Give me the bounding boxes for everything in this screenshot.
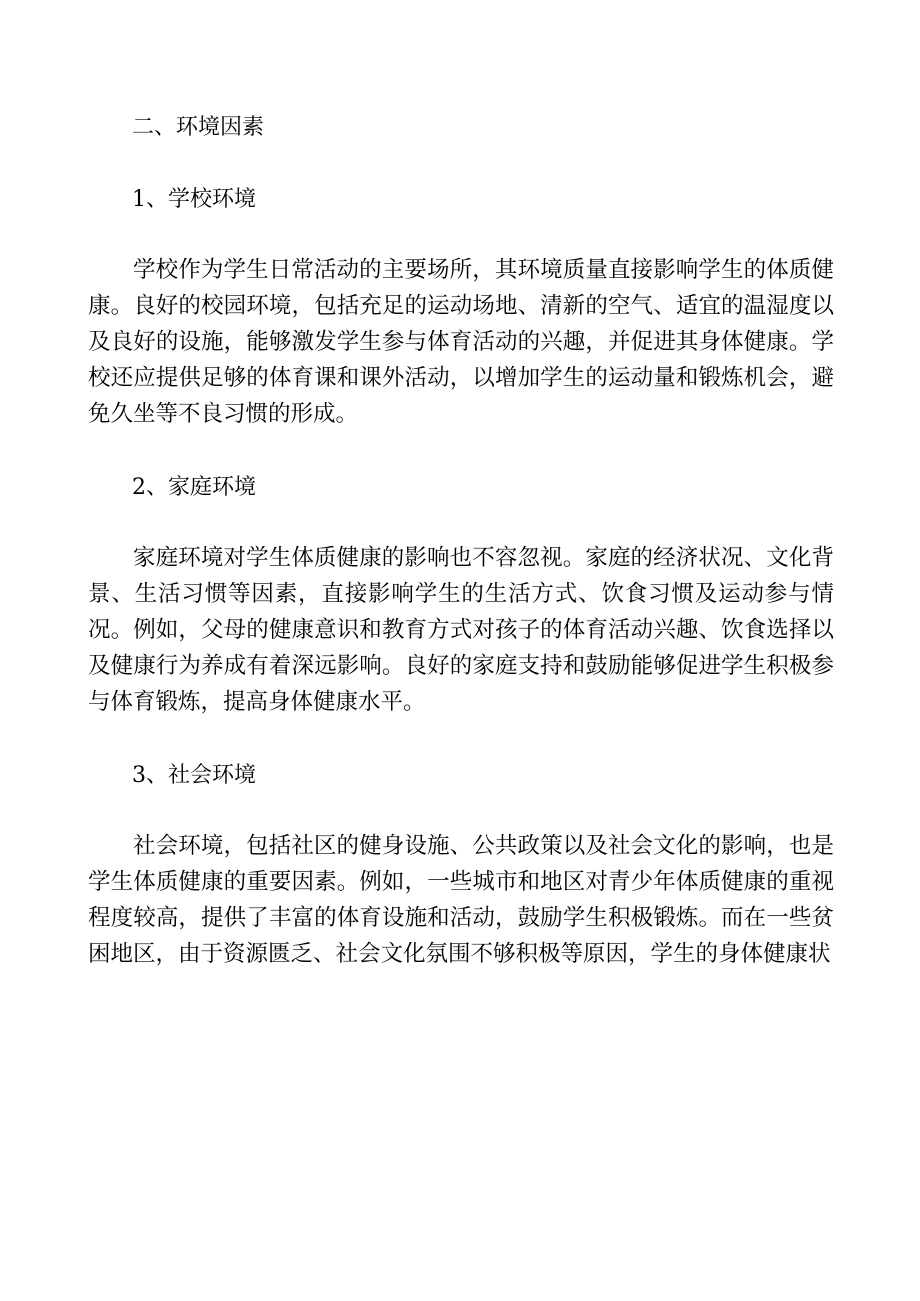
subsection-heading-family: 2、家庭环境	[132, 475, 256, 500]
document-body	[88, 108, 834, 972]
subsection-heading-society: 3、社会环境	[132, 763, 256, 788]
paragraph-school-environment: 学校作为学生日常活动的主要场所，其环境质量直接影响学生的体质健康。良好的校园环境，包括充足的运动场地、清新的空气、适宜的温湿度以及良好的设施，能够激发学生参与体育活动的兴趣，并促进其身体健康。学校还应提供足够的体育课和课外活动，以增加学生的运动量和锻炼机会，避免久坐等不良习惯的形成。	[88, 257, 834, 427]
paragraph-family-environment: 家庭环境对学生体质健康的影响也不容忽视。家庭的经济状况、文化背景、生活习惯等因素，直接影响学生的生活方式、饮食习惯及运动参与情况。例如，父母的健康意识和教育方式对孩子的体育活动兴趣、饮食选择以及健康行为养成有着深远影响。良好的家庭支持和鼓励能够促进学生积极参与体育锻炼，提高身体健康水平。	[88, 545, 834, 715]
subsection-heading-school: 1、学校环境	[132, 187, 256, 212]
section-title: 二、环境因素	[132, 115, 265, 140]
paragraph-social-environment: 社会环境，包括社区的健身设施、公共政策以及社会文化的影响，也是学生体质健康的重要因素。例如，一些城市和地区对青少年体质健康的重视程度较高，提供了丰富的体育设施和活动，鼓励学生积极锻炼。而在一些贫困地区，由于资源匮乏、社会文化氛围不够积极等原因，学生的身体健康状	[88, 833, 834, 967]
